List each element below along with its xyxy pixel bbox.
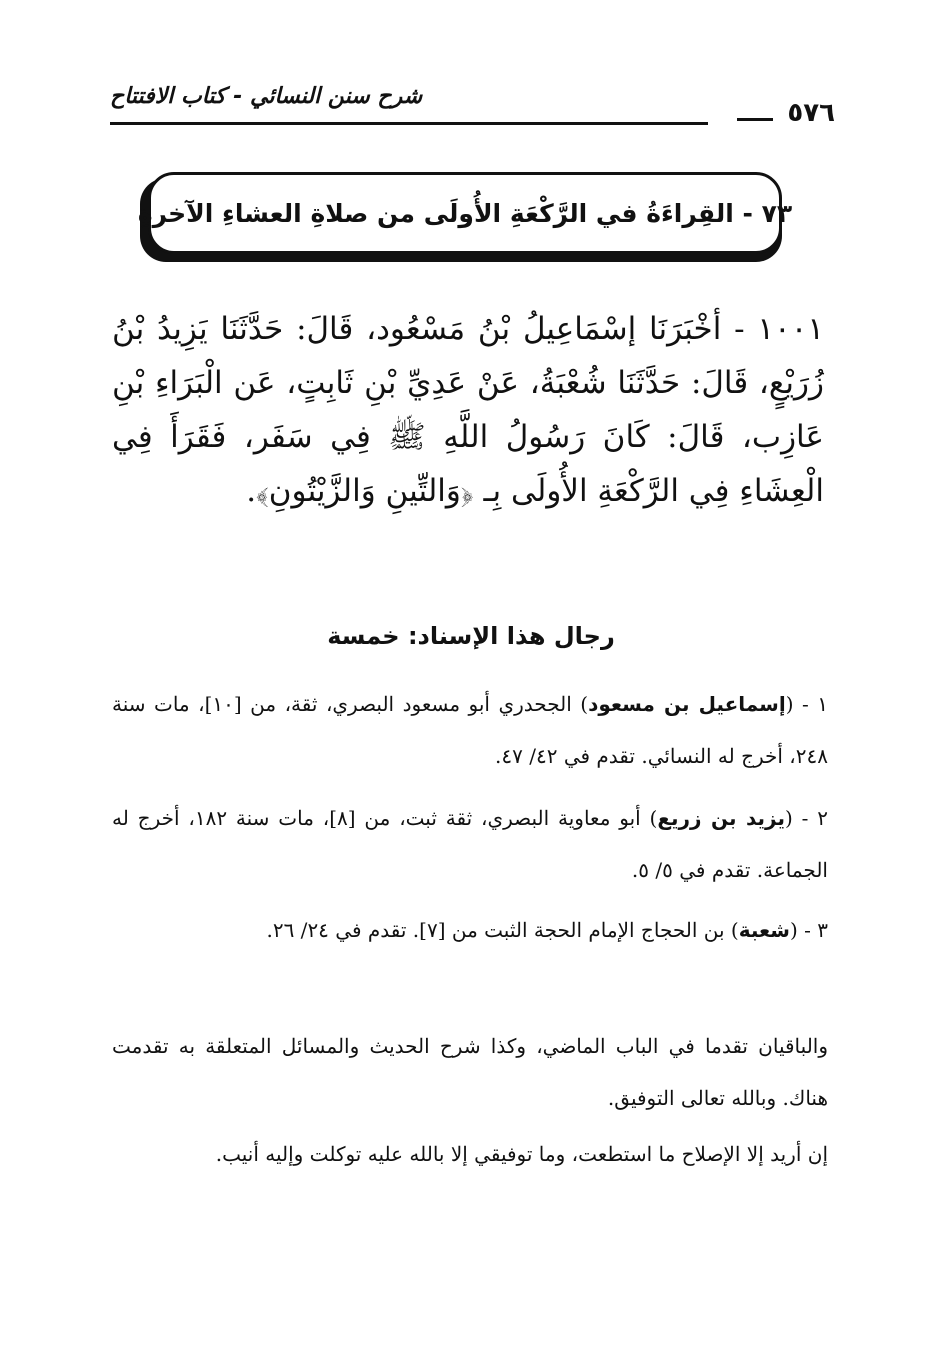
page-number <box>737 98 835 128</box>
chapter-title: ٧٣ - القِراءَةُ في الرَّكْعَةِ الأُولَى من صلاةِ العشاءِ الآخرةِ <box>137 198 793 228</box>
closing-dua: إن أريد إلا الإصلاح ما استطعت، وما توفيقي إلا بالله عليه توكلت وإليه أنيب. <box>215 1142 828 1166</box>
narrator-entry-2 <box>112 792 828 896</box>
header-dash <box>737 118 773 121</box>
running-header <box>110 84 835 132</box>
narrator-name: إسماعيل بن مسعود <box>588 692 786 716</box>
narrator-details: ) بن الحجاج الإمام الحجة الثبت من [٧]. تقدم في ٢٤/ ٢٦. <box>266 918 739 942</box>
closing-remainder: والباقيان تقدما في الباب الماضي، وكذا شرح الحديث والمسائل المتعلقة به تقدمت هناك. وبالله تعالى التوفيق. <box>112 1034 828 1110</box>
narrator-details: ) الجحدري أبو مسعود البصري، ثقة، من [١٠]، مات سنة ٢٤٨، أخرج له النسائي. تقدم في ٤٢/ ٤٧. <box>112 692 828 768</box>
narrator-prefix: ١ - ( <box>785 692 829 716</box>
narrator-entry-1 <box>112 678 828 782</box>
narrator-details: ) أبو معاوية البصري، ثقة ثبت، من [٨]، مات سنة ١٨٢، أخرج له الجماعة. تقدم في ٥/ ٥. <box>112 806 828 882</box>
page-number-label: ٥٧٦ <box>787 98 835 128</box>
narrator-name: شعبة <box>738 918 790 942</box>
hadith-text: ١٠٠١ - أخْبَرَنَا إسْمَاعِيلُ بْنُ مَسْعُود، قَالَ: حَدَّثَنَا يَزِيدُ بْنُ زُرَيْعٍ، قَالَ: حَدَّثَنَا شُعْبَةُ، عَنْ عَدِيِّ بْنِ ثَابِتٍ، عَن الْبَرَاءِ بْنِ عَازِب، قَالَ: كَانَ رَسُولُ اللَّهِ ﷺ فِي سَفَر، فَقَرَأَ فِي الْعِشَاءِ فِي الرَّكْعَةِ الأُولَى بِـ ﴿وَالتِّينِ وَالزَّيْتُونِ﴾. <box>112 311 824 509</box>
running-title: شرح سنن النسائي - كتاب الافتتاح <box>110 84 423 109</box>
section-title: رجال هذا الإسناد: خمسة <box>327 622 615 650</box>
narrator-entry-3 <box>112 904 828 956</box>
header-rule <box>110 122 708 125</box>
chapter-heading-box <box>137 172 793 254</box>
narrator-prefix: ٣ - ( <box>789 918 828 942</box>
narrator-prefix: ٢ - ( <box>784 806 828 830</box>
chapter-heading <box>137 172 793 262</box>
narrator-name: يزيد بن زريع <box>657 806 785 830</box>
